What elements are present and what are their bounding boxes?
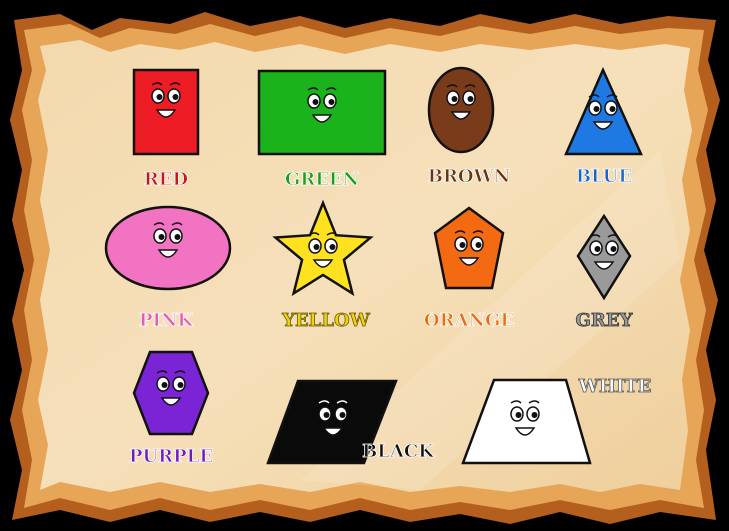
hexagon-body bbox=[134, 352, 208, 434]
oval-body bbox=[429, 68, 493, 152]
red-right-pupil bbox=[173, 94, 179, 100]
blue-left-pupil bbox=[594, 106, 600, 112]
orange-left-pupil bbox=[460, 242, 466, 248]
purple-right-pupil bbox=[178, 382, 184, 388]
blue-right-pupil bbox=[610, 106, 616, 112]
black-left-pupil bbox=[324, 412, 330, 418]
label-pink: PINK bbox=[138, 310, 194, 331]
label-white: WHITE bbox=[578, 376, 652, 397]
white-left-pupil bbox=[516, 412, 522, 418]
label-purple: PURPLE bbox=[128, 446, 214, 467]
label-red: RED bbox=[143, 169, 189, 190]
black-right-pupil bbox=[340, 412, 346, 418]
label-green: GREEN bbox=[284, 169, 360, 190]
green-right-pupil bbox=[329, 99, 335, 105]
label-black: BLACK bbox=[362, 441, 434, 462]
purple-left-pupil bbox=[162, 382, 168, 388]
rectangle-body bbox=[259, 71, 385, 154]
label-brown: BROWN bbox=[427, 166, 511, 187]
label-grey: GREY bbox=[575, 310, 633, 331]
label-blue: BLUE bbox=[575, 166, 633, 187]
brown-left-pupil bbox=[452, 96, 458, 102]
shape-brown bbox=[429, 68, 493, 152]
grey-left-pupil bbox=[595, 246, 601, 252]
shape-pink bbox=[106, 207, 230, 289]
grey-right-pupil bbox=[611, 246, 617, 252]
shape-purple bbox=[134, 352, 208, 434]
label-yellow: YELLOW bbox=[282, 310, 370, 331]
red-left-pupil bbox=[157, 94, 163, 100]
brown-right-pupil bbox=[468, 96, 474, 102]
shape-red bbox=[134, 70, 198, 154]
ellipse-body bbox=[106, 207, 230, 289]
shape-green bbox=[259, 71, 385, 154]
white-right-pupil bbox=[532, 412, 538, 418]
green-left-pupil bbox=[313, 99, 319, 105]
yellow-right-pupil bbox=[330, 244, 336, 250]
pink-left-pupil bbox=[159, 234, 165, 240]
label-orange: ORANGE bbox=[423, 310, 515, 331]
orange-right-pupil bbox=[476, 242, 482, 248]
yellow-left-pupil bbox=[314, 244, 320, 250]
pink-right-pupil bbox=[175, 234, 181, 240]
